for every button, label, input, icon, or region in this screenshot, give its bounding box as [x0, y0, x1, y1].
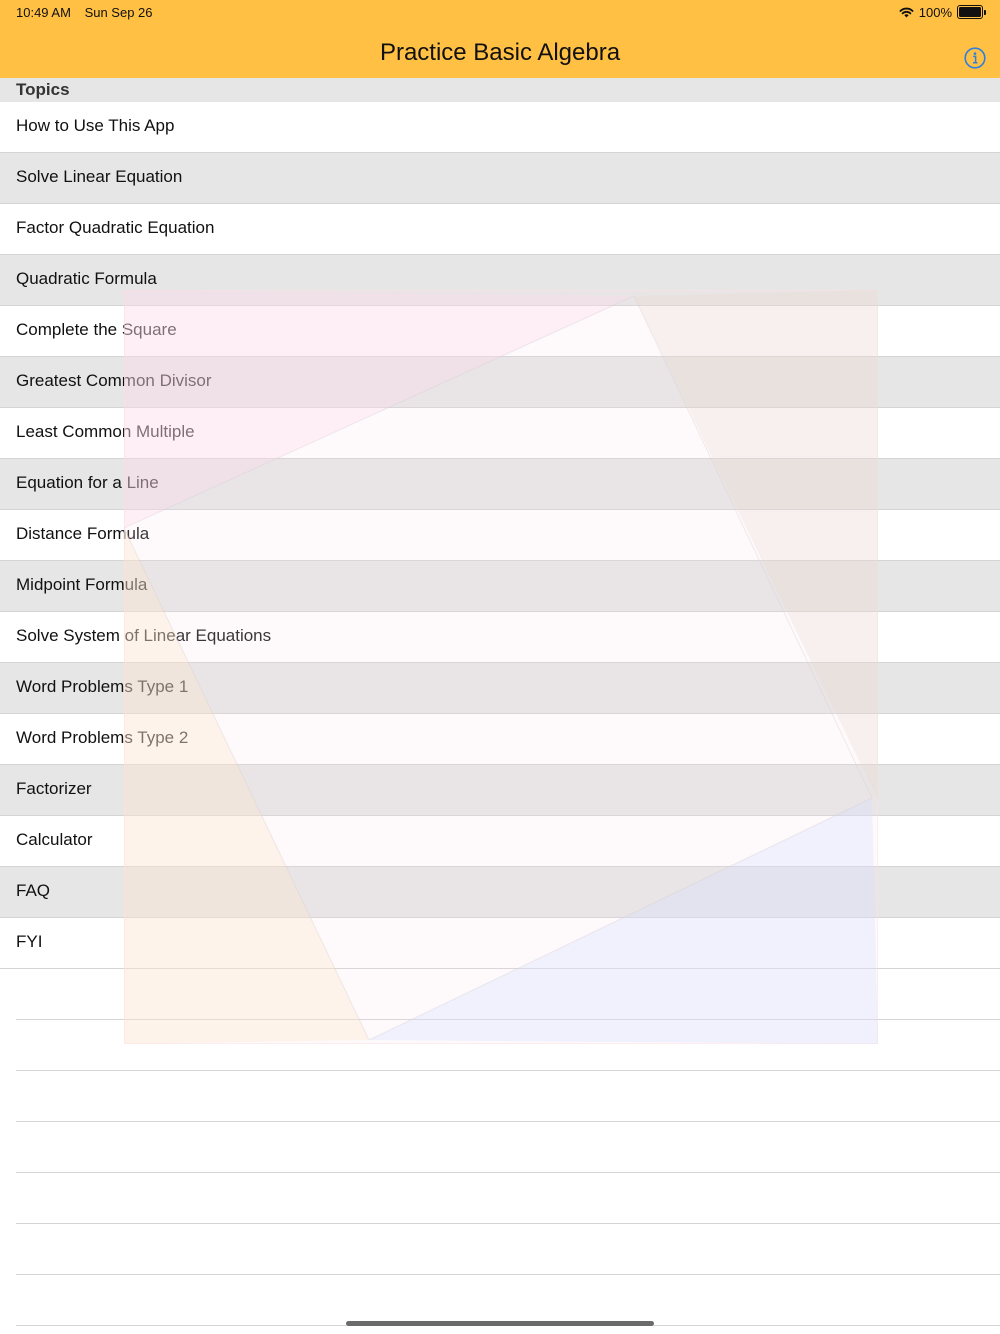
topic-label: FYI	[16, 932, 43, 951]
topic-row-solve-linear-equation[interactable]	[0, 153, 1000, 204]
topic-row-quadratic-formula[interactable]	[0, 255, 1000, 306]
topic-row-how-to-use[interactable]	[0, 102, 1000, 153]
empty-row	[16, 1173, 1000, 1224]
topic-row-faq[interactable]	[0, 867, 1000, 918]
topic-label: FAQ	[16, 881, 51, 900]
topic-label: Least Common Multiple	[16, 422, 195, 441]
topic-row-midpoint-formula[interactable]	[0, 561, 1000, 612]
topic-label: Solve Linear Equation	[16, 167, 183, 186]
topic-row-least-common-multiple[interactable]	[0, 408, 1000, 459]
battery-icon	[957, 5, 986, 19]
topic-row-fyi[interactable]	[0, 918, 1000, 969]
topic-row-equation-for-a-line[interactable]	[0, 459, 1000, 510]
topic-label: Word Problems Type 2	[16, 728, 189, 747]
section-title: Topics	[16, 80, 70, 99]
page-title: Practice Basic Algebra	[379, 39, 621, 66]
status-bar-time	[16, 5, 163, 20]
info-circle-icon	[964, 47, 986, 69]
battery-cap	[984, 10, 986, 15]
topic-label: Word Problems Type 1	[16, 677, 189, 696]
topic-row-factor-quadratic[interactable]	[0, 204, 1000, 255]
status-date: Sun Sep 26	[84, 5, 153, 20]
topic-row-calculator[interactable]	[0, 816, 1000, 867]
topic-row-factorizer[interactable]	[0, 765, 1000, 816]
status-time: 10:49 AM	[16, 5, 71, 20]
topic-label: Factor Quadratic Equation	[16, 218, 215, 237]
status-bar-indicators	[899, 4, 986, 20]
topic-label: Greatest Common Divisor	[16, 371, 212, 390]
battery-percentage: 100%	[918, 4, 952, 20]
topic-label: Complete the Square	[16, 320, 177, 339]
topic-label: Calculator	[16, 830, 93, 849]
navigation-bar	[0, 0, 1000, 78]
topic-label: Equation for a Line	[16, 473, 159, 492]
empty-row	[16, 1224, 1000, 1275]
topic-row-complete-the-square[interactable]	[0, 306, 1000, 357]
topic-row-word-problems-2[interactable]	[0, 714, 1000, 765]
section-header-topics	[0, 78, 1000, 102]
empty-row	[16, 1020, 1000, 1071]
empty-row	[16, 969, 1000, 1020]
battery-body	[957, 5, 983, 19]
topic-label: Midpoint Formula	[16, 575, 148, 594]
topic-row-distance-formula[interactable]	[0, 510, 1000, 561]
topic-label: How to Use This App	[16, 116, 175, 135]
empty-row	[16, 1071, 1000, 1122]
topic-row-greatest-common-divisor[interactable]	[0, 357, 1000, 408]
topic-row-word-problems-1[interactable]	[0, 663, 1000, 714]
topic-label: Solve System of Linear Equations	[16, 626, 272, 645]
topic-label: Distance Formula	[16, 524, 150, 543]
topic-row-solve-system[interactable]	[0, 612, 1000, 663]
topic-label: Factorizer	[16, 779, 92, 798]
empty-row	[16, 1122, 1000, 1173]
battery-fill	[959, 7, 981, 17]
topic-label: Quadratic Formula	[16, 269, 157, 288]
wifi-icon	[899, 6, 914, 18]
home-indicator[interactable]	[346, 1321, 654, 1326]
empty-row	[16, 1275, 1000, 1326]
topics-list	[0, 102, 1000, 1326]
info-button[interactable]	[964, 47, 986, 69]
